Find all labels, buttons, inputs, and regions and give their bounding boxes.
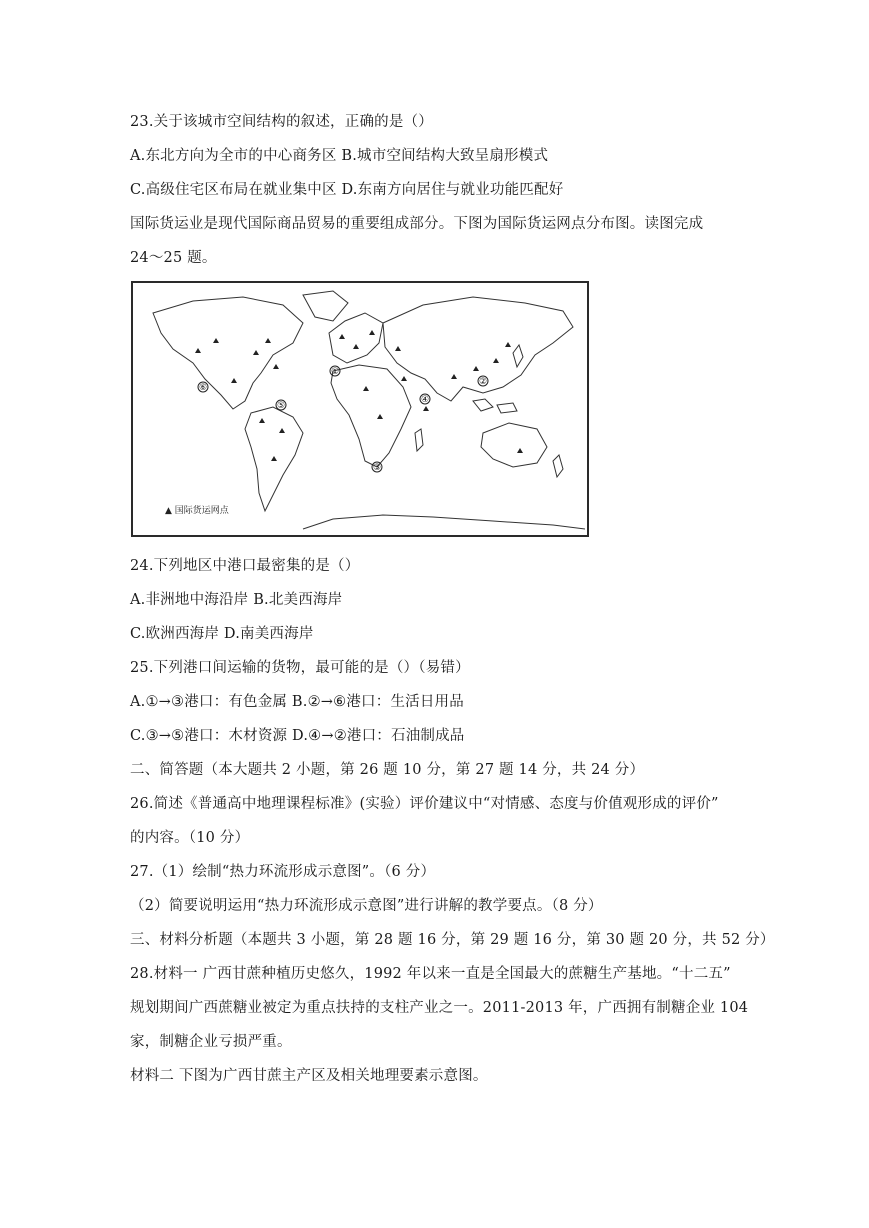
map-label-2: ②	[479, 377, 488, 387]
africa-outline	[331, 365, 411, 467]
freight-point-icon	[265, 338, 271, 343]
map-label-5: ⑤	[277, 401, 286, 411]
q25-options-ab: A.①→③港口：有色金属 B.②→⑥港口：生活日用品	[130, 694, 464, 710]
freight-point-icon	[377, 414, 383, 419]
q27-part1: 27.（1）绘制“热力环流形成示意图”。（6 分）	[130, 864, 436, 880]
freight-point-icon	[279, 428, 285, 433]
q23-options-ab: A.东北方向为全市的中心商务区 B.城市空间结构大致呈扇形模式	[130, 148, 549, 164]
freight-points	[195, 330, 523, 461]
north-america-outline	[153, 297, 303, 409]
freight-point-icon	[253, 350, 259, 355]
australia-outline	[481, 423, 547, 467]
intro-24-25-line1: 国际货运业是现代国际商品贸易的重要组成部分。下图为国际货运网点分布图。读图完成	[130, 216, 704, 232]
q27-part2: （2）简要说明运用“热力环流形成示意图”进行讲解的教学要点。（8 分）	[130, 898, 603, 914]
freight-point-icon	[213, 338, 219, 343]
freight-point-icon	[423, 406, 429, 411]
freight-point-icon	[505, 342, 511, 347]
freight-point-icon	[369, 330, 375, 335]
freight-point-icon	[473, 366, 479, 371]
intro-24-25-line2: 24～25 题。	[130, 250, 217, 266]
q28-line1: 28.材料一 广西甘蔗种植历史悠久，1992 年以来一直是全国最大的蔗糖生产基地。“十二五”	[130, 966, 731, 982]
map-legend: ▲ 国际货运网点	[165, 506, 229, 516]
freight-point-icon	[401, 376, 407, 381]
madagascar-outline	[415, 429, 423, 451]
q26-line2: 的内容。（10 分）	[130, 830, 250, 846]
world-freight-map	[131, 281, 589, 537]
freight-point-icon	[451, 374, 457, 379]
freight-point-icon	[339, 334, 345, 339]
q28-line2: 规划期间广西蔗糖业被定为重点扶持的支柱产业之一。2011-2013 年，广西拥有制糖企业 104	[130, 1000, 749, 1016]
freight-point-icon	[353, 344, 359, 349]
antarctica-outline	[303, 515, 585, 529]
map-label-1: ①	[331, 367, 340, 377]
asia-outline	[383, 297, 573, 401]
map-label-4: ④	[421, 395, 430, 405]
map-label-6: ⑥	[199, 383, 208, 393]
europe-outline	[329, 313, 383, 363]
freight-point-icon	[273, 364, 279, 369]
freight-point-icon	[271, 456, 277, 461]
freight-point-icon	[517, 448, 523, 453]
q23-stem: 23.关于该城市空间结构的叙述，正确的是（）	[130, 114, 433, 130]
q28-line3: 家，制糖企业亏损严重。	[130, 1034, 292, 1050]
section2-heading: 二、简答题（本大题共 2 小题，第 26 题 10 分，第 27 题 14 分，共 24 分）	[130, 762, 645, 778]
q26-line1: 26.简述《普通高中地理课程标准》(实验）评价建议中“对情感、态度与价值观形成的评价”	[130, 796, 719, 812]
q24-options-cd: C.欧洲西海岸 D.南美西海岸	[130, 626, 314, 642]
freight-point-icon	[395, 346, 401, 351]
world-map-drawing	[133, 283, 587, 535]
q25-stem: 25.下列港口间运输的货物，最可能的是（）（易错）	[130, 660, 470, 676]
freight-point-icon	[231, 378, 237, 383]
q28-material2: 材料二 下图为广西甘蔗主产区及相关地理要素示意图。	[130, 1068, 488, 1084]
q25-options-cd: C.③→⑤港口：木材资源 D.④→②港口：石油制成品	[130, 728, 465, 744]
freight-point-icon	[195, 348, 201, 353]
japan-outline	[513, 345, 523, 367]
freight-point-icon	[259, 418, 265, 423]
new-zealand-outline	[553, 455, 563, 477]
freight-point-icon	[493, 358, 499, 363]
q24-options-ab: A.非洲地中海沿岸 B.北美西海岸	[130, 592, 343, 608]
map-label-3: ③	[373, 463, 382, 473]
greenland-outline	[303, 291, 348, 321]
section3-heading: 三、材料分析题（本题共 3 小题，第 28 题 16 分，第 29 题 16 分，第 30 题 20 分，共 52 分）	[130, 932, 775, 948]
freight-point-icon	[363, 386, 369, 391]
q24-stem: 24.下列地区中港口最密集的是（）	[130, 558, 360, 574]
q23-options-cd: C.高级住宅区布局在就业集中区 D.东南方向居住与就业功能匹配好	[130, 182, 564, 198]
southeast-asia-islands	[473, 399, 517, 413]
